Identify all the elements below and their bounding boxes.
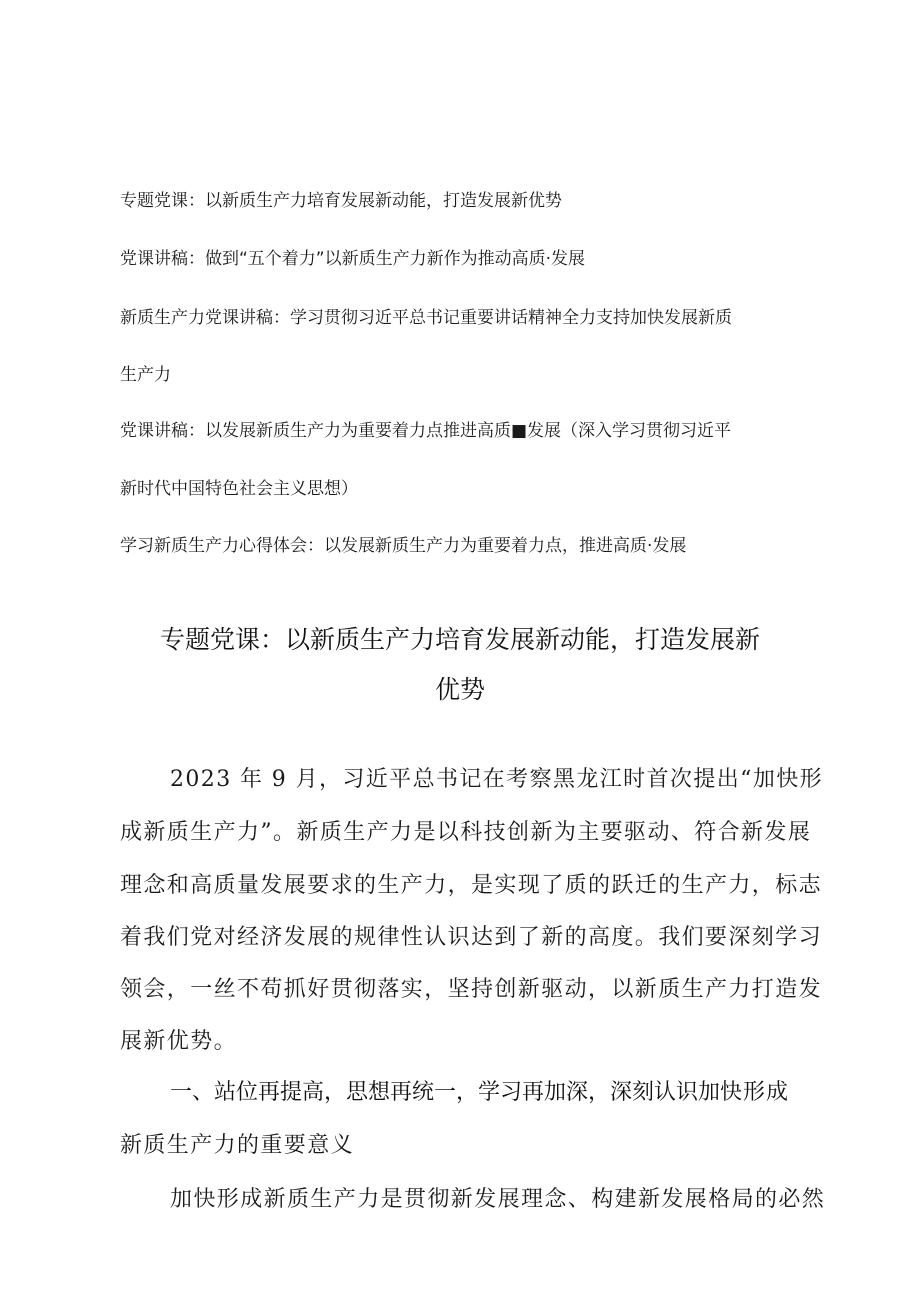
document-title: 专题党课：以新质生产力培育发展新动能，打造发展新 (159, 625, 760, 654)
section-heading-tail: 快形成 (720, 1080, 790, 1105)
paragraph-line: 展新优势。 (120, 1029, 238, 1054)
paragraph-line: 领会，一丝不苟抓好贯彻落实，坚持创新驱动，以新质生产力打造发 (120, 977, 823, 1002)
toc-item: 学习新质生产力心得体会：以发展新质生产力为重要着力点，推进高质·发展 (120, 536, 687, 556)
toc-item: 专题党课：以新质生产力培育发展新动能，打造发展新优势 (120, 191, 562, 211)
paragraph-line: 2023 年 9 月，习近平总书记在考察黑龙江时首次提出“加快形 (170, 767, 824, 792)
toc-item: 党课讲稿：以发展新质生产力为重要着力点推进高质■发展（深入学习贯彻习近平 (120, 421, 732, 441)
toc-item-continued: 新时代中国特色社会主义思想） (120, 479, 358, 499)
toc-item: 党课讲稿：做到“五个着力”以新质生产力新作为推动高质·发展 (120, 249, 586, 269)
toc-item: 新质生产力党课讲稿：学习贯彻习近平总书记重要讲话精神全力支持加快发展新质 (120, 308, 732, 328)
toc-item-continued: 生产力 (120, 365, 171, 385)
paragraph-line: 成新质生产力”。新质生产力是以科技创新为主要驱动、符合新发展 (120, 820, 812, 845)
section-heading-line-2: 新质生产力的重要意义 (120, 1133, 355, 1158)
document-title-continued: 优势 (434, 675, 485, 704)
paragraph-line: 着我们党对经济发展的规律性认识达到了新的高度。我们要深刻学习 (120, 925, 823, 950)
paragraph-line: 加快形成新质生产力是贯彻新发展理念、构建新发展格局的必然 (170, 1187, 826, 1212)
section-heading-bold: 一、站位再提高，思想再统一，学习再加深，深刻认识加 (170, 1080, 721, 1105)
section-heading-line (170, 1075, 789, 1106)
paragraph-line: 理念和高质量发展要求的生产力，是实现了质的跃迁的生产力，标志 (120, 873, 823, 898)
